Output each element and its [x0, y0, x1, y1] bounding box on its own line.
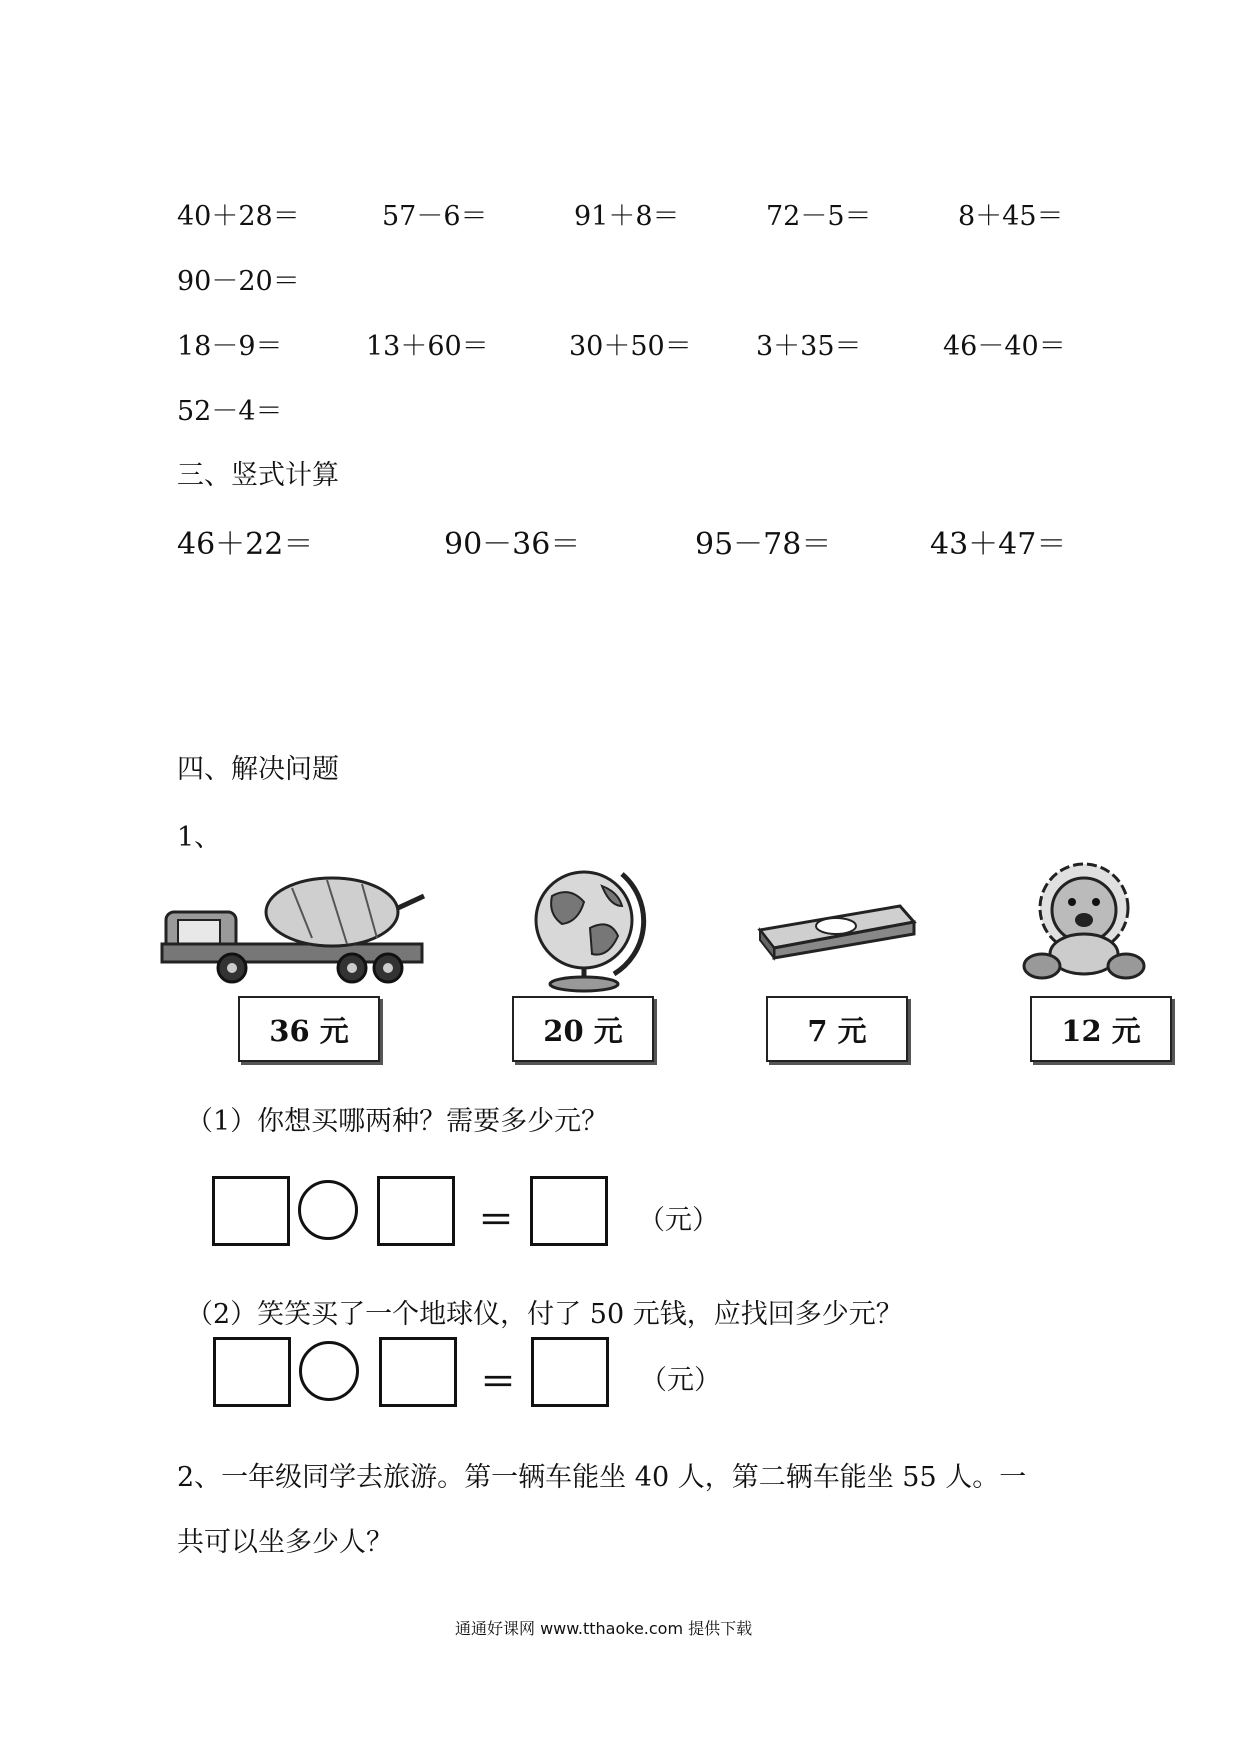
teddy-bear-icon [1014, 862, 1154, 984]
equals-sign: ＝ [480, 1361, 517, 1403]
equation: 30＋50＝ [569, 331, 692, 362]
question-2-text: （2）笑笑买了一个地球仪，付了 50 元钱，应找回多少元？ [186, 1299, 903, 1330]
equation: 18－9＝ [177, 331, 283, 362]
price-tag-teddy-bear: 12 元 [1030, 996, 1172, 1062]
equation: 52－4＝ [177, 396, 283, 427]
equation: 8＋45＝ [958, 201, 1064, 232]
equation: 57－6＝ [382, 201, 488, 232]
cement-truck-icon [162, 868, 438, 984]
unit-label: （元） [640, 1365, 721, 1396]
operator-circle[interactable] [298, 1180, 358, 1240]
unit-label: （元） [638, 1205, 719, 1236]
answer-box[interactable] [213, 1337, 291, 1407]
globe-icon [518, 862, 658, 992]
equals-sign: ＝ [478, 1199, 515, 1241]
equation: 90－20＝ [177, 266, 300, 297]
equation: 91＋8＝ [574, 201, 680, 232]
price-tag-globe: 20 元 [512, 996, 654, 1062]
question-1-text: （1）你想买哪两种？需要多少元？ [186, 1106, 609, 1137]
price-tag-pencil-case: 7 元 [766, 996, 908, 1062]
problem-number: 1、 [177, 822, 222, 853]
price-tag-truck: 36 元 [238, 996, 380, 1062]
pencil-case-icon [750, 900, 920, 962]
section-title-problem-solving: 四、解决问题 [177, 754, 339, 785]
equation: 13＋60＝ [366, 331, 489, 362]
answer-box[interactable] [212, 1176, 290, 1246]
equation: 72－5＝ [766, 201, 872, 232]
operator-circle[interactable] [299, 1341, 359, 1401]
equation: 3＋35＝ [756, 331, 862, 362]
answer-box[interactable] [530, 1176, 608, 1246]
answer-box[interactable] [531, 1337, 609, 1407]
answer-box[interactable] [377, 1176, 455, 1246]
equation: 95－78＝ [695, 527, 832, 562]
equation: 46＋22＝ [177, 527, 314, 562]
problem-2-line-1: 2、一年级同学去旅游。第一辆车能坐 40 人，第二辆车能坐 55 人。一 [177, 1462, 1027, 1493]
problem-2-line-2: 共可以坐多少人？ [177, 1527, 393, 1558]
equation: 40＋28＝ [177, 201, 300, 232]
page-footer: 通通好课网 www.tthaoke.com 提供下载 [455, 1619, 753, 1638]
equation: 43＋47＝ [930, 527, 1067, 562]
equation: 46－40＝ [943, 331, 1066, 362]
answer-box[interactable] [379, 1337, 457, 1407]
equation: 90－36＝ [444, 527, 581, 562]
section-title-vertical-calculation: 三、竖式计算 [177, 460, 339, 491]
